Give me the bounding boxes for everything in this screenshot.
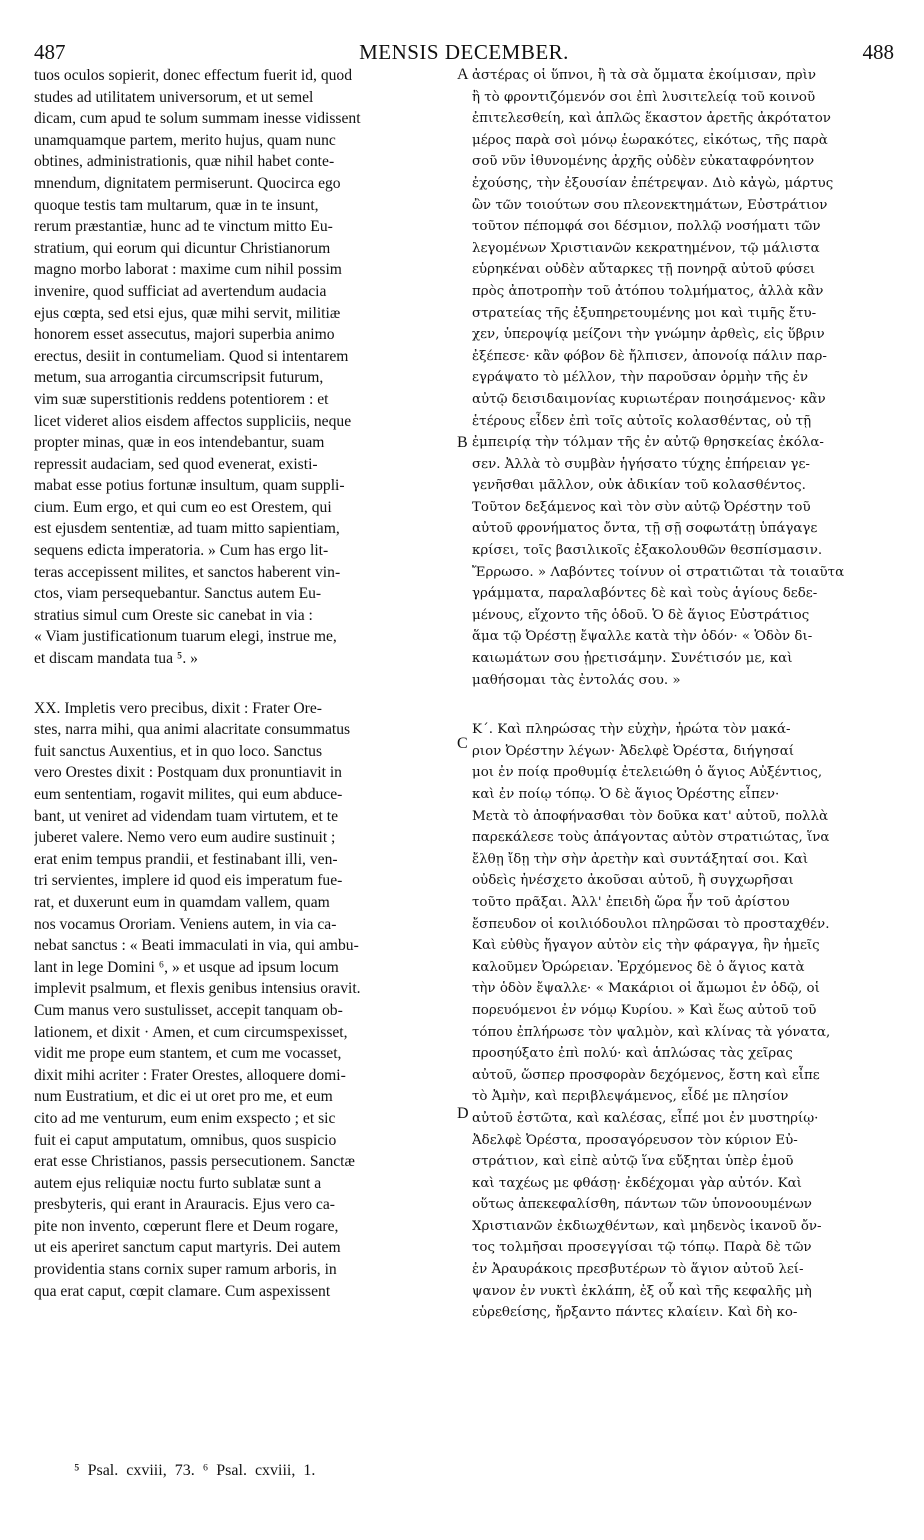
text-line: vidit me prope eum stantem, et cum me vocasset, [34, 1045, 342, 1063]
text-line: λεγομένων Χριστιανῶν κεκρατημένον, τῷ μάλιστα [472, 240, 820, 256]
text-line: σεν. Ἀλλὰ τὸ συμβὰν ἡγήσατο τύχης ἐπήρειαν γε- [472, 456, 810, 472]
text-line: σοῦ νῦν ἰθυνομένης ἀρχῆς οὐδὲν εὐκαταφρόνητον [472, 154, 815, 170]
text-line: juberet valere. Nemo vero eum audire sustinuit ; [34, 829, 336, 847]
text-line: ψανον ἐν νυκτὶ ἐκλάπη, ἐξ οὗ καὶ τῆς κεφαλῆς μὴ [472, 1283, 812, 1299]
text-line: καιωμάτων σου ᾑρετισάμην. Συνέτισόν με, καὶ [472, 651, 793, 667]
text-line: ἀστέρας οἱ ὕπνοι, ἢ τὰ σὰ ὄμματα ἐκοίμισαν, πρὶν [472, 68, 817, 83]
margin-mark-c: C [457, 735, 468, 752]
text-line: Χριστιανῶν ἐκδιωχθέντων, καὶ μηδενὸς ἱκανοῦ ὄν- [472, 1218, 822, 1234]
text-line: unamquamque partem, merito hujus, quam nunc [34, 131, 336, 149]
text-line: mabat esse potius fortunæ insultum, quam suppli- [34, 477, 345, 495]
text-line: ejus cœpta, sed etsi ejus, quæ mihi servit, militiæ [34, 304, 341, 322]
text-line: pite non invento, cœperunt flere et Deum rogare, [34, 1217, 339, 1235]
text-line: εγράψατο τὸ μέλλον, τὴν παροῦσαν ὁρμὴν τῆς ἐν [472, 370, 809, 386]
text-line: Cum manus vero sustulisset, accepit tanquam ob- [34, 1001, 343, 1019]
text-line: πορευόμενοι ἐν νόμῳ Κυρίου. » Καὶ ἕως αὐτοῦ τοῦ [472, 1002, 817, 1018]
text-line: ἔσπευδον οἱ κοιλιόδουλοι πληρῶσαι τὸ προσταχθέν. [472, 916, 830, 932]
text-line: ut eis aperiret sanctum caput martyris. Dei autem [34, 1239, 341, 1257]
text-line: αὐτοῦ ἑστῶτα, καὶ καλέσας, εἶπέ μοι ἐν μυστηρίῳ· [472, 1110, 819, 1126]
text-line: τος τολμῆσαι προσεγγίσαι τῷ τόπῳ. Παρὰ δὲ τῶν [472, 1240, 812, 1256]
text-line: teras accepissent milites, et sanctos haberent vin- [34, 563, 341, 581]
text-line: rerum præstantiæ, hunc ad te vinctum mitto Eu- [34, 218, 333, 236]
text-line: καλοῦμεν Ὀρώρειαν. Ἐρχόμενος δὲ ὁ ἅγιος κατὰ [472, 959, 805, 975]
text-line: χεν, ὑπεροψίᾳ μείζονι τὴν γνώμην ἀρθεὶς, εἰς ὕβριν [472, 327, 825, 343]
text-line: vero Orestes dixit : Postquam dux pronuntiavit in [34, 764, 342, 782]
text-line: εὑρηκέναι οὐδὲν αὔταρκες τῇ πονηρᾷ αὐτοῦ φύσει [472, 262, 816, 278]
text-line: Τοῦτον δεξάμενος καὶ τὸν σὺν αὐτῷ Ὀρέστην τοῦ [472, 499, 811, 515]
text-line: ἐπιτελεσθείη, καὶ ἁπλῶς ἕκαστον ἀρετῆς ἀκρότατον [472, 111, 831, 127]
text-line: tuos oculos sopierit, donec effectum fuerit id, quod [34, 67, 353, 84]
text-line: vim suæ superstitionis reddens potentiorem : et [34, 390, 329, 408]
text-line: Ἀδελφὲ Ὀρέστα, προσαγόρευσον τὸν κύριον Εὐ- [472, 1132, 798, 1148]
margin-mark-a: A [457, 66, 469, 83]
text-line: nos vocamus Ororiam. Veniens autem, in via ca- [34, 915, 337, 933]
text-line: ἐχούσης, τὴν ἐξουσίαν ἐπέτρεψαν. Διὸ κἀγὼ, μάρτυς [472, 175, 834, 191]
text-line: studes ad utilitatem universorum, et ut semel [34, 88, 314, 106]
text-line: στράτιον, καὶ εἰπὲ αὐτῷ ἵνα εὔξηται ὑπὲρ ἐμοῦ [472, 1154, 794, 1170]
text-line: ctos, viam persequebantur. Sanctus autem Eu- [34, 585, 322, 603]
text-line: γενῆσθαι μᾶλλον, οὐκ ἀδικίαν τοῦ κολασθέντος. [472, 478, 806, 494]
text-line: παρεκάλεσε τοὺς ἀπάγοντας αὐτὸν στρατιώτας, ἵνα [472, 830, 830, 846]
text-line: autem ejus reliquiæ noctu furto sublatæ sunt a [34, 1174, 322, 1192]
text-line: προσηύξατο ἐπὶ πολύ· καὶ ἁπλώσας τὰς χεῖρας [472, 1046, 793, 1062]
text-line: providentia stans cornix super ramum arboris, in [34, 1261, 337, 1279]
text-line: κρίσει, τοῖς βασιλικοῖς ἐξακολουθῶν θεσπίσμασιν. [472, 543, 823, 559]
text-line: XX. Impletis vero precibus, dixit : Frater Ore- [34, 699, 322, 717]
text-line: stratium, qui eorum qui dicuntur Christianorum [34, 239, 331, 257]
text-line: Καὶ εὐθὺς ἤγαγον αὐτὸν εἰς τὴν φάραγγα, ἣν ἡμεῖς [472, 938, 820, 954]
text-line: ὢν τῶν τοιούτων σου πλεονεκτημάτων, Εὐστράτιον [472, 197, 828, 213]
text-line: τοῦτο πρᾶξαι. Ἀλλ' ἐπειδὴ ὥρα ἦν τοῦ ἀρίστου [472, 894, 790, 910]
text-line: propter minas, quæ in eos intendebantur, suam [34, 434, 325, 452]
text-line: στρατείας τῆς ἐξυπηρετουμένης μοι καὶ τιμῆς ἔτυ- [472, 305, 817, 321]
text-line: αὐτοῦ, ὥσπερ προσφορὰν δεχόμενος, ἔστη καὶ εἶπε [472, 1067, 820, 1083]
text-line: fuit sanctus Auxentius, et in quo loco. Sanctus [34, 742, 323, 760]
text-line: μέρος παρὰ σοὶ μόνῳ ἑωρακότες, εἰκότως, τῆς παρὰ [472, 132, 828, 148]
footnotes: ⁵ Psal. cxviii, 73. ⁶ Psal. cxviii, 1. [74, 1462, 316, 1479]
running-header [34, 40, 894, 66]
text-line: πρὸς ἀποτροπὴν τοῦ ἀτόπου τολμήματος, ἀλλὰ κἂν [472, 283, 824, 299]
text-line: Μετὰ τὸ ἀποφήνασθαι τὸν δοῦκα κατ' αὐτοῦ, πολλὰ [472, 808, 829, 824]
text-line: metum, sua arrogantia circumscripsit futurum, [34, 369, 324, 387]
text-line: qua erat caput, cœpit clamare. Cum aspexissent [34, 1282, 331, 1300]
text-line: « Viam justificationum tuarum elegi, instrue me, [34, 628, 337, 646]
text-line: rat, et duxerunt eum in quamdam vallem, quam [34, 893, 330, 911]
text-line: ἑτέρους εἶδεν ἐπὶ τοῖς αὐτοῖς κολασθέντας, οὐ τῇ [472, 413, 812, 429]
text-line: stratius simul cum Oreste sic canebat in via : [34, 606, 313, 624]
text-line: καὶ ταχέως με φθάσῃ· ἐκδέχομαι γὰρ αὐτόν. Καὶ [472, 1175, 802, 1191]
text-line: implevit psalmum, et flexis genibus intensius oravit. [34, 980, 361, 998]
text-line: eum sententiam, rogavit milites, qui eum abduce- [34, 786, 343, 803]
text-line: ἐμπειρίᾳ τὴν τόλμαν τῆς ἐν αὐτῷ θρησκείας ἐκόλα- [472, 435, 824, 451]
text-line: οὐδεὶς ἠνέσχετο ἀκοῦσαι αὐτοῦ, ἢ συγχωρῆσαι [472, 873, 794, 889]
text-line: erat enim tempus prandii, et festinabant illi, ven- [34, 850, 338, 868]
text-line: ἐν Ἀραυράκοις πρεσβυτέρων τὸ ἅγιον αὐτοῦ λεί- [472, 1262, 804, 1278]
text-line: num Eustratium, et dic ei ut oret pro me, et eum [34, 1088, 333, 1106]
text-line: μένους, εἴχοντο τῆς ὁδοῦ. Ὁ δὲ ἅγιος Εὐστράτιος [472, 607, 810, 623]
text-line: μοι ἐν ποίᾳ προθυμίᾳ ἐτελειώθη ὁ ἅγιος Αὐξέντιος, [472, 765, 823, 781]
text-line: repressit audaciam, sed quod evenerat, existi- [34, 455, 318, 473]
greek-column [472, 65, 890, 1324]
text-line: nebat sanctus : « Beati immaculati in via, qui ambu- [34, 937, 359, 955]
margin-mark-d: D [457, 1105, 469, 1122]
latin-paragraph-1 [34, 65, 457, 670]
text-line: Κ΄. Καὶ πληρώσας τὴν εὐχὴν, ἠρώτα τὸν μακά- [472, 722, 791, 738]
text-line: et discam mandata tua ⁵. » [34, 650, 198, 668]
margin-mark-b: B [457, 434, 468, 451]
text-line: cito ad me venturum, eum enim exspecto ; et sic [34, 1109, 336, 1127]
page-number-left: 487 [34, 40, 66, 64]
text-line: presbyteris, qui erant in Arauracis. Ejus vero ca- [34, 1196, 335, 1214]
page-title: MENSIS DECEMBER. [359, 40, 569, 64]
text-line: licet videret alios eisdem affectos suppliciis, neque [34, 412, 352, 430]
page-number-right: 488 [862, 40, 894, 64]
text-line: οὕτως ἀπεκεφαλίσθη, πάντων τῶν ὑπονοουμένων [472, 1197, 812, 1213]
text-line: dicam, cum apud te solum summam inesse vidissent [34, 110, 361, 128]
text-line: sequens edicta imperatoria. » Cum has ergo lit- [34, 542, 329, 560]
text-line: γράμματα, παραλαβόντες δὲ καὶ τοὺς ἁγίους δεδε- [472, 586, 818, 602]
text-line: ριον Ὀρέστην λέγων· Ἀδελφὲ Ὀρέστα, διήγησαί [472, 743, 794, 759]
text-line: fuit ei caput amputatum, omnibus, quos suspicio [34, 1131, 337, 1149]
text-line: ἅμα τῷ Ὀρέστῃ ἔψαλλε κατὰ τὴν ὁδόν· « Ὁδὸν δι- [472, 629, 813, 645]
text-line: stes, narra mihi, qua animi alacritate consummatus [34, 721, 351, 739]
text-line: ἐξέπεσε· κἂν φόβον δὲ ἤλπισεν, ἀπονοίᾳ πάλιν παρ- [472, 348, 827, 364]
text-line: μαθήσομαι τὰς ἐντολάς σου. » [472, 672, 681, 688]
text-line: cium. Eum ergo, et qui cum eo est Orestem, qui [34, 498, 332, 516]
greek-paragraph-1 [472, 65, 890, 691]
text-line: quoque testis tam multarum, quæ in te insunt, [34, 196, 319, 214]
text-line: τὴν ὁδὸν ἔψαλλε· « Μακάριοι οἱ ἄμωμοι ἐν ὁδῷ, οἱ [472, 981, 820, 997]
latin-paragraph-2 [34, 698, 457, 1303]
text-line: τὸ Ἀμὴν, καὶ περιβλεψάμενος, εἶδέ με πλησίον [472, 1089, 789, 1105]
text-line: obtines, administrationis, quæ nihil habet conte- [34, 153, 335, 171]
text-line: καὶ ἐν ποίῳ τόπῳ. Ὁ δὲ ἅγιος Ὀρέστης εἶπεν· [472, 787, 780, 802]
greek-paragraph-2 [472, 719, 890, 1324]
text-line: invenire, quod sufficiat ad avertendum audacia [34, 282, 327, 300]
text-line: ἢ τὸ φροντιζόμενόν σοι ἐπὶ λυσιτελείᾳ τοῦ κοινοῦ [472, 89, 816, 105]
text-line: lationem, et dixit · Amen, et cum circumspexisset, [34, 1023, 348, 1041]
latin-column [34, 65, 457, 1302]
text-line: αὐτοῦ φρονήματος ὄντα, τῇ σῇ σοφωτάτῃ ὑπάγαγε [472, 521, 818, 537]
text-line: honorem esset assecutus, majori superbia animo [34, 326, 335, 344]
text-line: lant in lege Domini ⁶, » et usque ad ipsum locum [34, 958, 339, 976]
text-line: αὐτῷ δεισιδαιμονίας κυριωτέραν ποιησάμενος· κἂν [472, 391, 826, 407]
text-line: τόπου ἐπλήρωσε τὸν ψαλμὸν, καὶ κλίνας τὰ γόνατα, [472, 1024, 831, 1040]
text-line: est ejusdem sententiæ, ad tuam mitto sapientiam, [34, 520, 340, 538]
text-line: erat esse Christianos, passis persecutionem. Sanctæ [34, 1153, 355, 1171]
text-line: tri servientes, implere id quod eis imperatum fue- [34, 872, 343, 890]
text-line: τοῦτον πέπομφά σοι δέσμιον, πολλῷ νοσήματι τῶν [472, 219, 821, 235]
text-line: mnendum, dignitatem permiserunt. Quocirca ego [34, 174, 341, 192]
text-line: magno morbo laborat : maxime cum nihil possim [34, 261, 342, 279]
text-line: εὑρεθείσης, ἤρξαντο πάντες κλαίειν. Καὶ δὴ κο- [472, 1305, 798, 1321]
text-line: erectus, desiit in contumeliam. Quod si intentarem [34, 347, 349, 365]
text-line: dixit mihi acriter : Frater Orestes, alloquere domi- [34, 1066, 346, 1084]
text-line: ἔλθῃ ἴδῃ τὴν σὴν ἀρετὴν καὶ συντάξηταί σοι. Καὶ [472, 851, 809, 867]
text-line: Ἔρρωσο. » Λαβόντες τοίνυν οἱ στρατιῶται τὰ τοιαῦτα [472, 564, 845, 580]
text-line: bant, ut veniret ad videndam tuam virtutem, et te [34, 807, 338, 825]
